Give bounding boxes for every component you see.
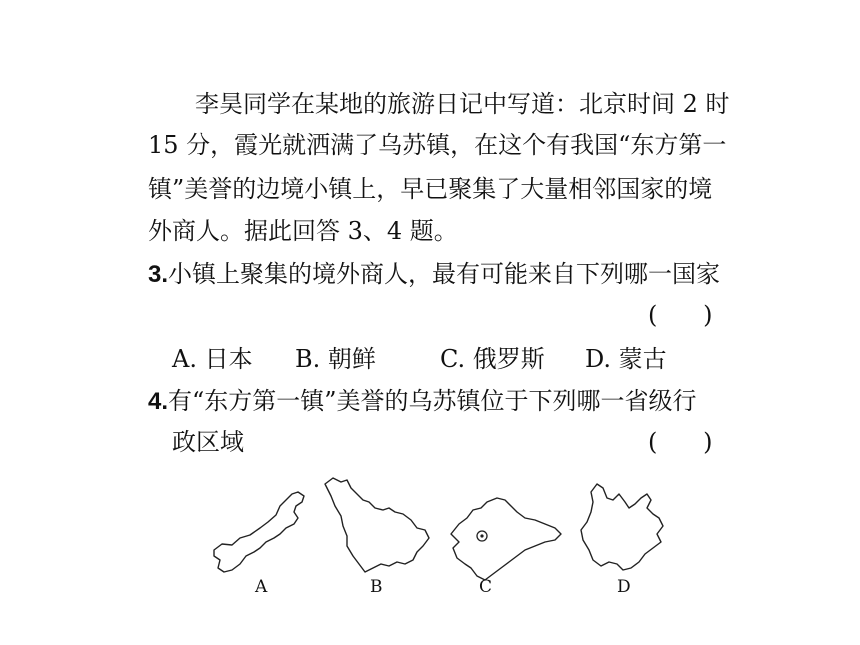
passage-line-2: 15 分，霞光就洒满了乌苏镇，在这个有我国“东方第一 — [148, 131, 727, 159]
question-3 — [148, 259, 720, 290]
question-3-number: 3. — [148, 261, 169, 288]
map-c-shandong — [445, 484, 570, 594]
passage-line-4: 外商人。据此回答 3、4 题。 — [148, 217, 458, 245]
map-label-b: B — [370, 577, 383, 597]
question-4-stem-line-1: 有“东方第一镇”美誉的乌苏镇位于下列哪一省级行 — [168, 387, 697, 415]
question-3-option-b: B. 朝鲜 — [295, 345, 376, 373]
question-3-option-d: D. 蒙古 — [585, 345, 667, 373]
question-3-stem: 小镇上聚集的境外商人，最有可能来自下列哪一国家 — [168, 260, 721, 288]
question-3-answer-blank: ( ) — [648, 301, 713, 329]
passage-line-1: 李昊同学在某地的旅游日记中写道：北京时间 2 时 — [195, 90, 730, 118]
map-label-c: C — [479, 577, 493, 597]
question-4 — [148, 386, 697, 417]
question-3-option-c: C. 俄罗斯 — [440, 345, 545, 373]
map-d-yunnan — [573, 478, 673, 588]
province-maps — [205, 472, 685, 602]
map-label-a: A — [255, 577, 268, 597]
question-4-stem-line-2: 政区域 — [172, 428, 244, 456]
question-3-option-a: A. 日本 — [172, 345, 253, 373]
question-4-number: 4. — [148, 388, 169, 415]
map-a-inner-mongolia — [210, 482, 320, 592]
map-b-heilongjiang — [317, 472, 437, 582]
question-4-answer-blank: ( ) — [648, 428, 713, 456]
passage-line-3: 镇”美誉的边境小镇上，早已聚集了大量相邻国家的境 — [148, 175, 713, 203]
map-label-d: D — [617, 577, 631, 597]
